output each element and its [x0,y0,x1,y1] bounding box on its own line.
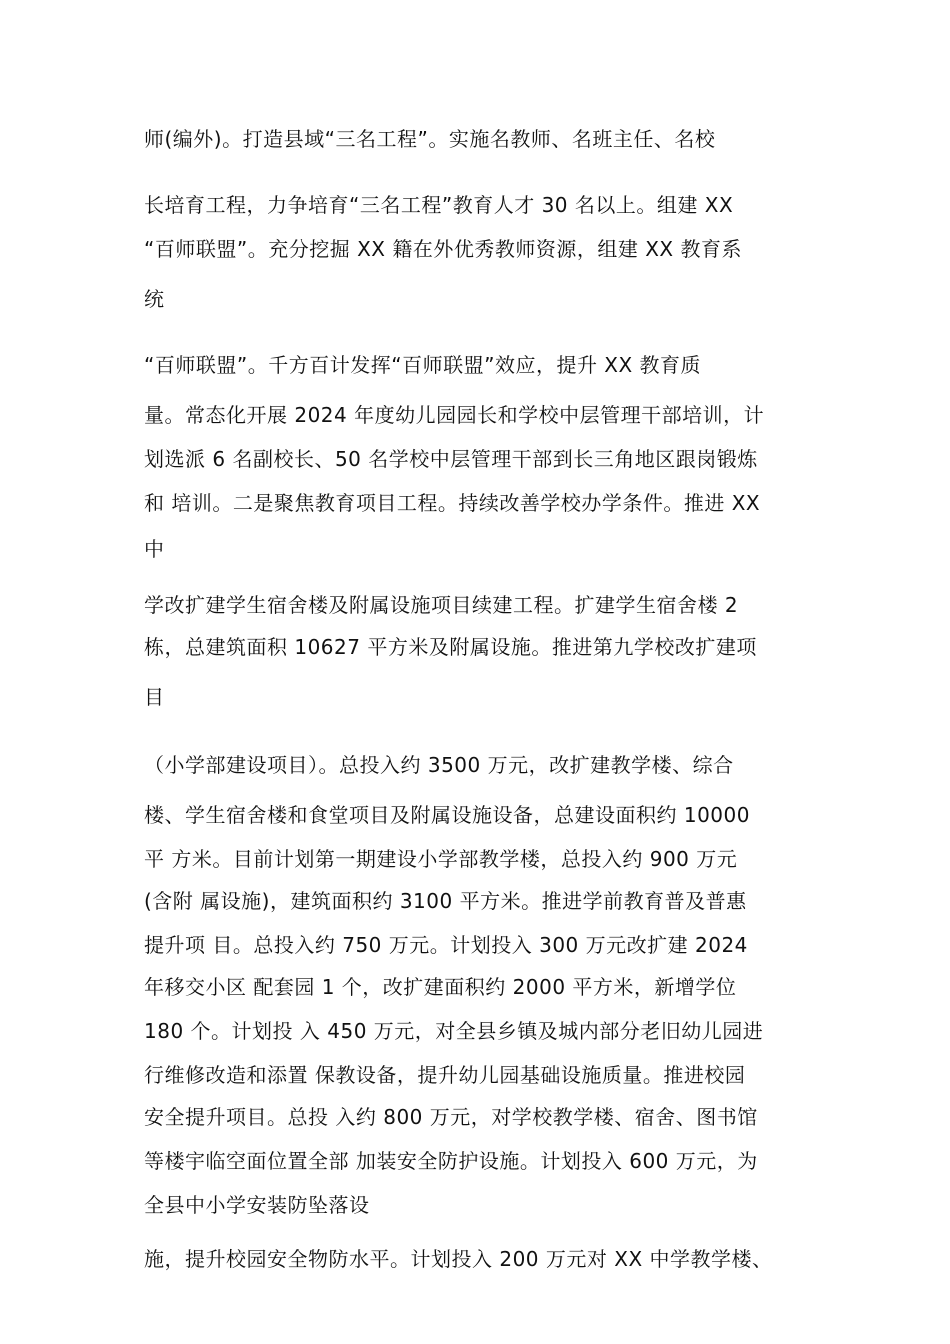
paragraph-line: 学改扩建学生宿舍楼及附属设施项目续建工程。扩建学生宿舍楼 2 [144,593,739,617]
paragraph-line: 目 [144,685,165,709]
paragraph-line: “百师联盟”。充分挖掘 XX 籍在外优秀教师资源，组建 XX 教育系 [144,237,742,261]
paragraph-line: 和 培训。二是聚焦教育项目工程。持续改善学校办学条件。推进 XX [144,491,761,515]
paragraph-line: 长培育工程，力争培育“三名工程”教育人才 30 名以上。组建 XX [144,193,734,217]
paragraph-line: 划选派 6 名副校长、50 名学校中层管理干部到长三角地区跟岗锻炼 [144,447,758,471]
paragraph-line: 安全提升项目。总投 入约 800 万元，对学校教学楼、宿舍、图书馆 [144,1105,758,1129]
paragraph-line: “百师联盟”。千方百计发挥“百师联盟”效应，提升 XX 教育质 [144,353,702,377]
paragraph-line: 中 [144,537,165,561]
paragraph-line: 师(编外)。打造县域“三名工程”。实施名教师、名班主任、名校 [144,127,716,151]
paragraph-line: 等楼宇临空面位置全部 加装安全防护设施。计划投入 600 万元，为 [144,1149,758,1173]
paragraph-line: 施，提升校园安全物防水平。计划投入 200 万元对 XX 中学教学楼、 [144,1247,773,1271]
paragraph-line: 统 [144,287,165,311]
paragraph-line: 全县中小学安装防坠落设 [144,1193,370,1217]
paragraph-line: 年移交小区 配套园 1 个，改扩建面积约 2000 平方米，新增学位 [144,975,737,999]
paragraph-line: （小学部建设项目）。总投入约 3500 万元，改扩建教学楼、综合 [144,753,734,777]
paragraph-line: 栋，总建筑面积 10627 平方米及附属设施。推进第九学校改扩建项 [144,635,757,659]
paragraph-line: 行维修改造和添置 保教设备，提升幼儿园基础设施质量。推进校园 [144,1063,746,1087]
paragraph-line: 180 个。计划投 入 450 万元，对全县乡镇及城内部分老旧幼儿园进 [144,1019,764,1043]
paragraph-line: 提升项 目。总投入约 750 万元。计划投入 300 万元改扩建 2024 [144,933,748,957]
paragraph-line: 量。常态化开展 2024 年度幼儿园园长和学校中层管理干部培训，计 [144,403,765,427]
paragraph-line: 楼、学生宿舍楼和食堂项目及附属设施设备，总建设面积约 10000 [144,803,750,827]
paragraph-line: (含附 属设施)，建筑面积约 3100 平方米。推进学前教育普及普惠 [144,889,747,913]
paragraph-line: 平 方米。目前计划第一期建设小学部教学楼，总投入约 900 万元 [144,847,738,871]
